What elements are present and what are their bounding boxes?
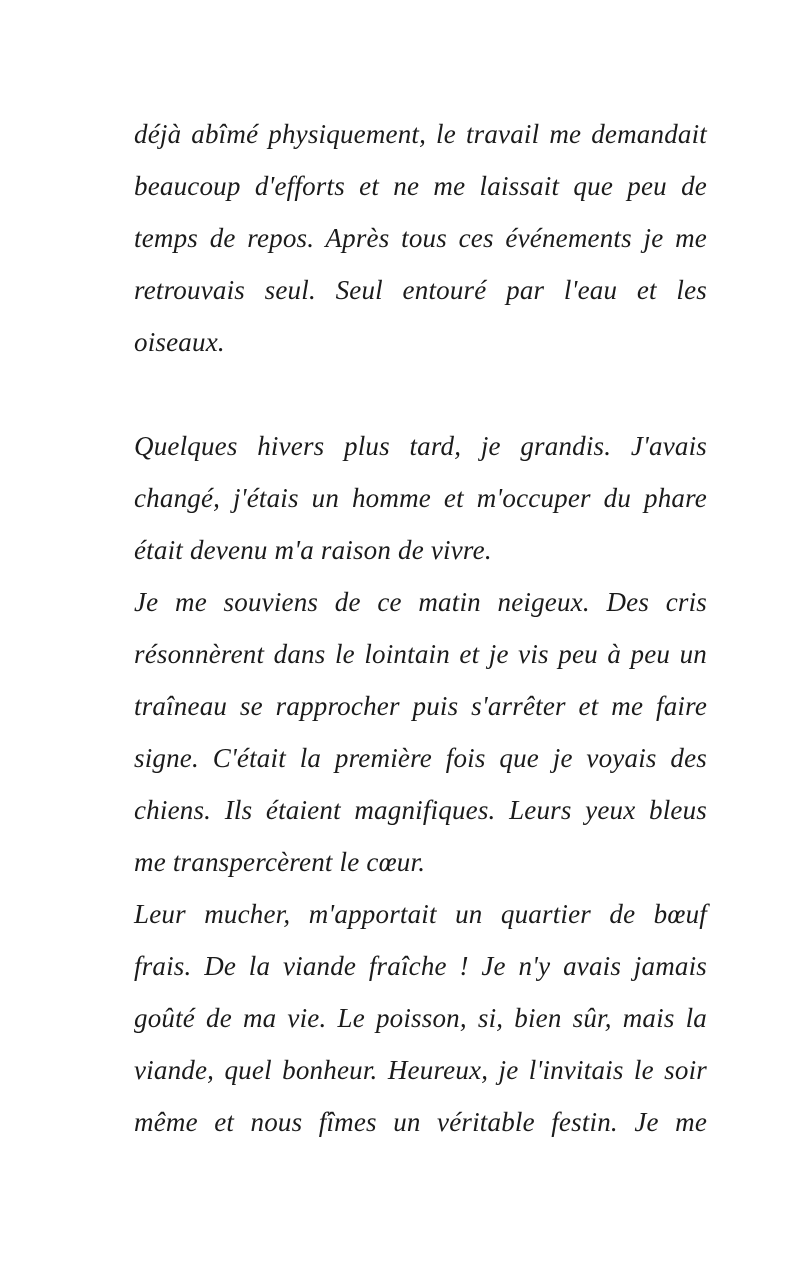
text-line: signe. C'était la première fois que je voyais des <box>134 743 707 773</box>
text-line: Quelques hivers plus tard, je grandis. J'avais <box>134 431 707 461</box>
text-line: chiens. Ils étaient magnifiques. Leurs yeux bleus <box>134 795 707 825</box>
text-line: oiseaux. <box>134 327 225 357</box>
text-line: déjà abîmé physiquement, le travail me demandait <box>134 119 707 149</box>
text-line: viande, quel bonheur. Heureux, je l'invitais le soir <box>134 1055 707 1085</box>
text-line: beaucoup d'efforts et ne me laissait que peu de <box>134 171 707 201</box>
paragraph <box>134 420 707 576</box>
paragraph <box>134 576 707 888</box>
text-line: frais. De la viande fraîche ! Je n'y avais jamais <box>134 951 707 981</box>
text-line: traîneau se rapprocher puis s'arrêter et me faire <box>134 691 707 721</box>
text-line: Leur mucher, m'apportait un quartier de bœuf <box>134 899 707 929</box>
text-line: était devenu m'a raison de vivre. <box>134 535 492 565</box>
page-text <box>134 108 707 1148</box>
paragraph <box>134 108 707 368</box>
text-line: me transpercèrent le cœur. <box>134 847 426 877</box>
text-line: changé, j'étais un homme et m'occuper du phare <box>134 483 707 513</box>
text-line: temps de repos. Après tous ces événements je me <box>134 223 707 253</box>
text-line: résonnèrent dans le lointain et je vis peu à peu un <box>134 639 707 669</box>
text-line: Je me souviens de ce matin neigeux. Des cris <box>134 587 707 617</box>
text-line: même et nous fîmes un véritable festin. Je me <box>134 1107 707 1137</box>
text-line: retrouvais seul. Seul entouré par l'eau et les <box>134 275 707 305</box>
paragraph <box>134 888 707 1148</box>
text-line: goûté de ma vie. Le poisson, si, bien sûr, mais la <box>134 1003 707 1033</box>
